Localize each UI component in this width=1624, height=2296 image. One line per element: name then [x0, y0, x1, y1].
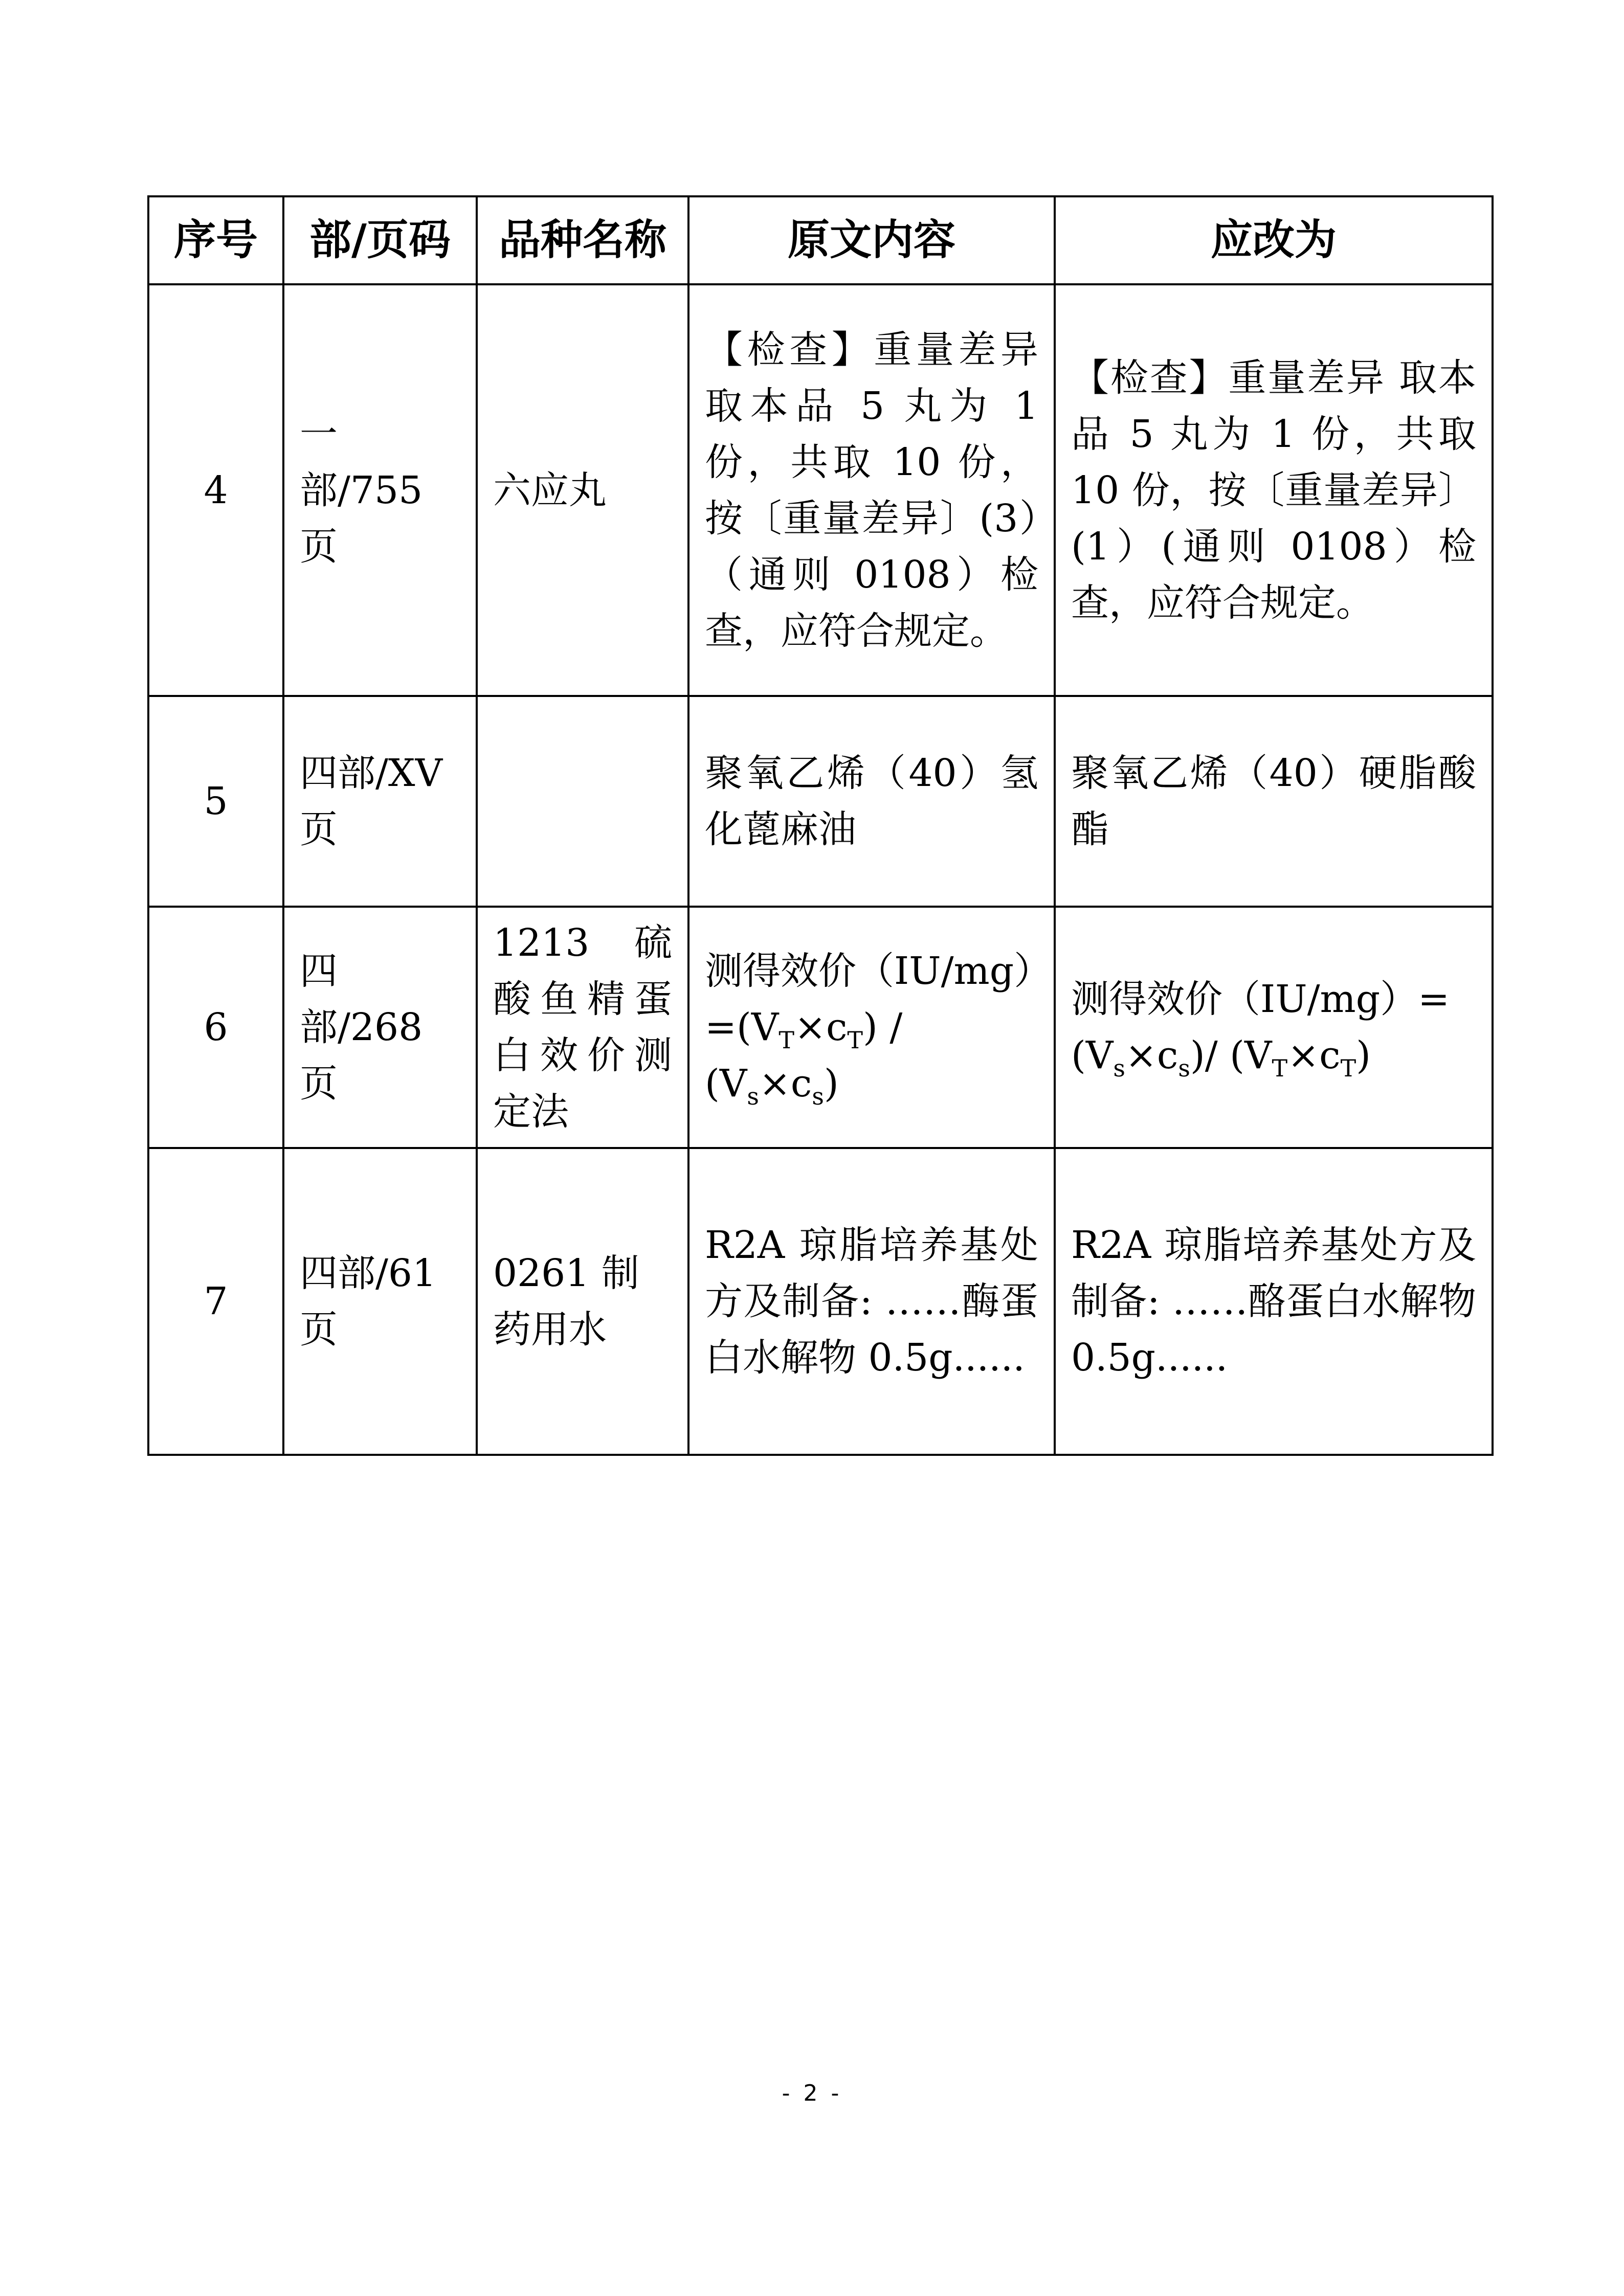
row-part-page: 四部/61 页	[283, 1148, 477, 1455]
formula-prefix: 测得效价（IU/mg）=(V	[1071, 977, 1450, 1077]
formula-subscript: s	[1178, 1054, 1190, 1082]
formula-subscript: s	[747, 1082, 759, 1110]
formula-part: ) / (V	[705, 1005, 903, 1106]
formula-part: ×c	[794, 1005, 848, 1049]
table-row	[148, 1148, 1493, 1455]
header-item-name: 品种名称	[477, 196, 688, 284]
row-corrected-formula	[1055, 907, 1493, 1148]
formula-subscript: T	[847, 1026, 863, 1054]
formula-part: ×c	[759, 1062, 812, 1106]
table-header-row	[148, 196, 1493, 284]
row-no: 5	[148, 696, 283, 907]
row-original-formula	[688, 907, 1055, 1148]
row-part-page: 四部/268 页	[283, 907, 477, 1148]
formula-part: ×c	[1287, 1033, 1341, 1077]
table-row	[148, 696, 1493, 907]
formula-suffix: )	[824, 1062, 839, 1106]
formula-suffix: )	[1356, 1033, 1371, 1077]
formula-subscript: s	[812, 1082, 824, 1110]
formula-subscript: T	[778, 1026, 794, 1054]
row-corrected: 【检查】重量差异 取本品 5 丸为 1 份，共取 10 份，按〔重量差异〕(1）(通则 0108）检查，应符合规定。	[1055, 284, 1493, 696]
row-original: 【检查】重量差异 取本品 5 丸为 1 份，共取 10 份，按〔重量差异〕(3）（通则 0108）检查，应符合规定。	[688, 284, 1055, 696]
page-number: - 2 -	[782, 2080, 842, 2106]
row-corrected: 聚氧乙烯（40）硬脂酸酯	[1055, 696, 1493, 907]
row-item-name	[477, 696, 688, 907]
row-item-name: 1213 硫酸鱼精蛋白效价测定法	[477, 907, 688, 1148]
formula-part: ×c	[1125, 1033, 1178, 1077]
header-no: 序号	[148, 196, 283, 284]
header-part-page: 部/页码	[283, 196, 477, 284]
formula-part: )/ (V	[1190, 1033, 1272, 1077]
formula-subscript: s	[1113, 1054, 1125, 1082]
row-item-name: 六应丸	[477, 284, 688, 696]
table-row	[148, 284, 1493, 696]
header-original: 原文内容	[688, 196, 1055, 284]
row-part-page: 四部/XV 页	[283, 696, 477, 907]
errata-table	[147, 195, 1494, 1456]
row-corrected: R2A 琼脂培养基处方及制备: ……酪蛋白水解物 0.5g......	[1055, 1148, 1493, 1455]
formula-subscript: T	[1340, 1054, 1356, 1082]
row-item-name: 0261 制药用水	[477, 1148, 688, 1455]
table-row	[148, 907, 1493, 1148]
formula-prefix: 测得效价（IU/mg）=(V	[705, 949, 1033, 1049]
row-original: 聚氧乙烯（40）氢化蓖麻油	[688, 696, 1055, 907]
row-no: 7	[148, 1148, 283, 1455]
row-no: 6	[148, 907, 283, 1148]
formula-subscript: T	[1272, 1054, 1288, 1082]
header-corrected: 应改为	[1055, 196, 1493, 284]
row-original: R2A 琼脂培养基处方及制备: ……酶蛋白水解物 0.5g......	[688, 1148, 1055, 1455]
row-part-page: 一部/755 页	[283, 284, 477, 696]
row-no: 4	[148, 284, 283, 696]
